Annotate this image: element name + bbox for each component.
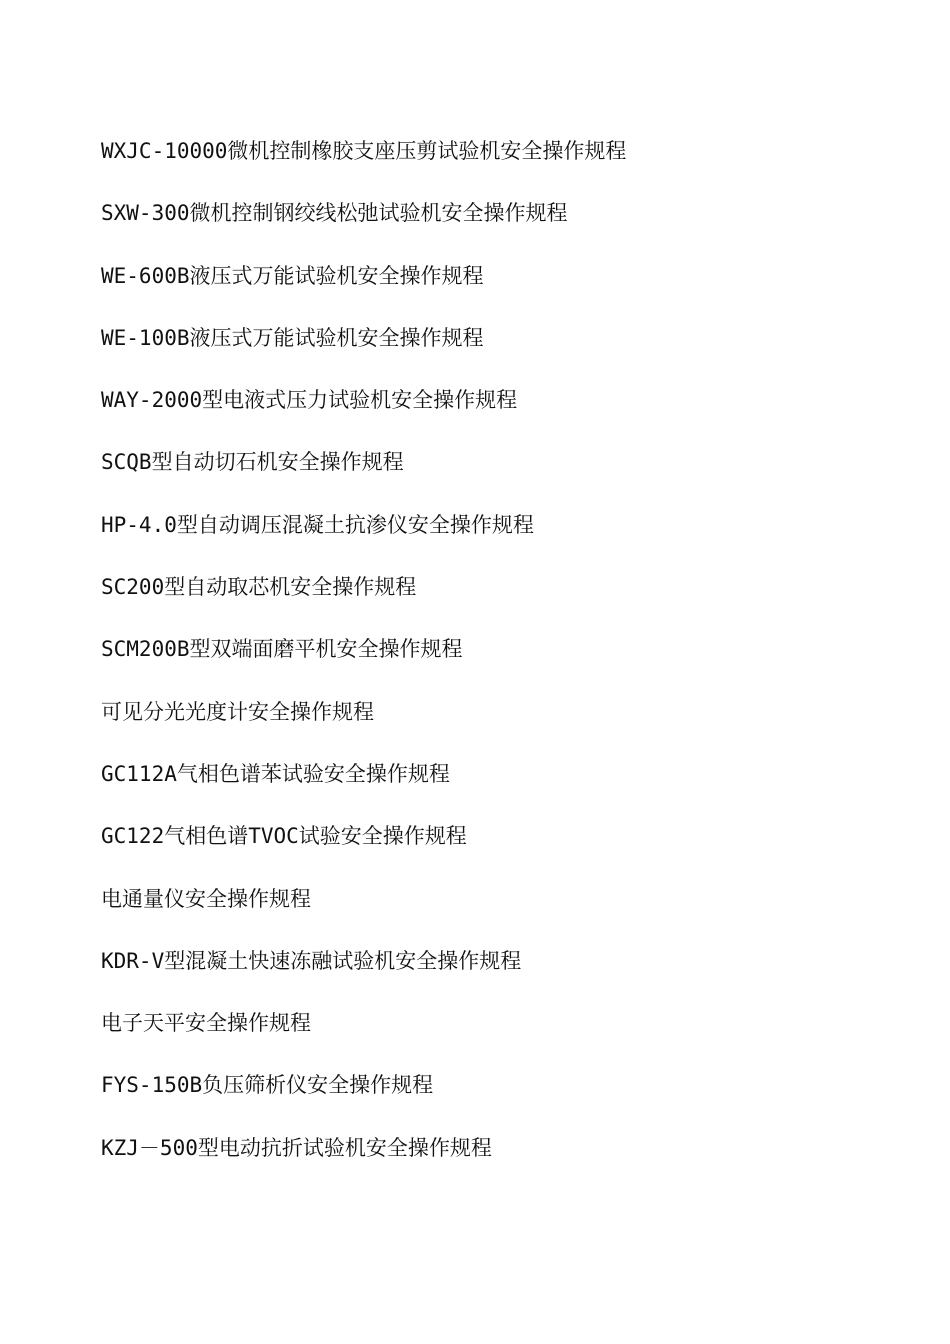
- list-item: FYS-150B负压筛析仪安全操作规程: [101, 1073, 434, 1098]
- list-item: SCQB型自动切石机安全操作规程: [101, 450, 404, 475]
- list-item: KZJ－500型电动抗折试验机安全操作规程: [101, 1135, 492, 1160]
- list-item: SC200型自动取芯机安全操作规程: [101, 575, 417, 600]
- list-item: HP-4.0型自动调压混凝土抗渗仪安全操作规程: [101, 512, 534, 537]
- list-item: GC112A气相色谱苯试验安全操作规程: [101, 761, 450, 786]
- list-item: 电通量仪安全操作规程: [101, 886, 311, 911]
- list-item: SCM200B型双端面磨平机安全操作规程: [101, 637, 463, 662]
- list-item: WXJC-10000微机控制橡胶支座压剪试验机安全操作规程: [101, 139, 627, 163]
- list-item: WE-100B液压式万能试验机安全操作规程: [101, 325, 484, 350]
- list-item: 电子天平安全操作规程: [101, 1011, 311, 1036]
- list-item: SXW-300微机控制钢绞线松弛试验机安全操作规程: [101, 201, 568, 226]
- list-item: WE-600B液压式万能试验机安全操作规程: [101, 263, 484, 288]
- list-item: 可见分光光度计安全操作规程: [101, 699, 374, 724]
- list-item: GC122气相色谱TVOC试验安全操作规程: [101, 824, 467, 849]
- list-item: WAY-2000型电液式压力试验机安全操作规程: [101, 388, 518, 413]
- procedure-list: [101, 132, 901, 1191]
- list-item: KDR-V型混凝土快速冻融试验机安全操作规程: [101, 948, 522, 973]
